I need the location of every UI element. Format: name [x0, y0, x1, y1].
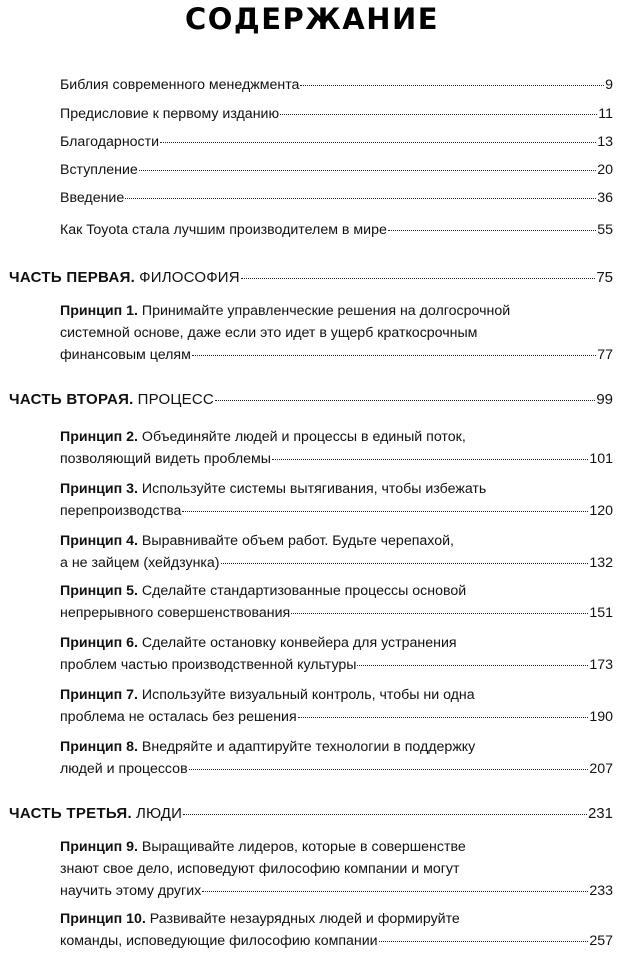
principle-text-line: а не зайцем (хейдзунка) — [60, 555, 220, 571]
toc-principle-entry[interactable] — [60, 530, 613, 574]
toc-entry-page: 233 — [589, 883, 613, 899]
principle-text-line: перепроизводства — [60, 503, 182, 519]
principle-text-line: финансовым целям — [60, 347, 191, 363]
dot-leader — [291, 613, 588, 614]
toc-entry[interactable] — [60, 161, 613, 180]
toc-entry-title: Вступление — [60, 162, 138, 178]
toc-principle-entry[interactable] — [60, 580, 613, 624]
principle-text-line: системной основе, даже если это идет в ущерб краткосрочным — [60, 325, 478, 341]
toc-entry-title: Библия современного менеджмента — [60, 77, 300, 93]
principle-label: Принцип 3. — [60, 481, 138, 497]
dot-leader — [139, 170, 596, 171]
toc-entry[interactable] — [60, 221, 613, 240]
dot-leader — [388, 230, 596, 231]
toc-entry-title: Введение — [60, 190, 125, 206]
principle-text-line: Внедряйте и адаптируйте технологии в поддержку — [141, 739, 476, 755]
dot-leader — [160, 142, 596, 143]
principle-text-line: людей и процессов — [60, 761, 188, 777]
principle-label: Принцип 5. — [60, 583, 138, 599]
dot-leader — [272, 459, 588, 460]
toc-entry-page: 99 — [596, 391, 613, 408]
dot-leader — [125, 198, 596, 199]
toc-entry-page: 257 — [589, 933, 613, 949]
principle-label: Принцип 8. — [60, 739, 138, 755]
toc-principle-entry[interactable] — [60, 300, 613, 366]
dot-leader — [241, 278, 595, 279]
toc-entry-page: 36 — [597, 190, 613, 206]
principle-label: Принцип 4. — [60, 533, 138, 549]
toc-entry-page: 101 — [589, 451, 613, 467]
toc-part-heading[interactable] — [9, 390, 613, 409]
toc-entry-page: 151 — [589, 605, 613, 621]
principle-text-line: Развивайте незаурядных людей и формируйте — [149, 911, 460, 927]
principle-text-line: команды, исповедующие философию компании — [60, 933, 378, 949]
principle-text-line: Используйте визуальный контроль, чтобы ни одна — [141, 687, 475, 703]
principle-text-line: проблема не осталась без решения — [60, 709, 297, 725]
toc-entry-page: 20 — [597, 162, 613, 178]
part-label: ЧАСТЬ ВТОРАЯ. — [9, 391, 134, 408]
toc-principle-entry[interactable] — [60, 478, 613, 522]
toc-entry[interactable] — [60, 189, 613, 208]
principle-text-line: Принимайте управленческие решения на долгосрочной — [141, 303, 511, 319]
toc-entry-page: 55 — [597, 222, 613, 238]
toc-principle-entry[interactable] — [60, 736, 613, 780]
toc-entry-title: Благодарности — [60, 134, 160, 150]
part-label: ЧАСТЬ ТРЕТЬЯ. — [9, 805, 132, 822]
toc-entry-page: 75 — [596, 269, 613, 286]
principle-label: Принцип 2. — [60, 429, 138, 445]
toc-principle-entry[interactable] — [60, 632, 613, 676]
toc-entry-page: 190 — [589, 709, 613, 725]
dot-leader — [379, 941, 589, 942]
principle-text-line: Выравнивайте объем работ. Будьте черепахой, — [141, 533, 454, 549]
part-title: ПРОЦЕСС — [137, 391, 214, 408]
toc-entry-page: 11 — [598, 106, 613, 122]
part-title: ФИЛОСОФИЯ — [139, 269, 240, 286]
toc-entry-page: 231 — [587, 805, 613, 822]
toc-entry[interactable] — [60, 76, 613, 95]
part-title: ЛЮДИ — [135, 805, 183, 822]
principle-text-line: Сделайте стандартизованные процессы основой — [141, 583, 467, 599]
dot-leader — [189, 769, 589, 770]
principle-text-line: позволяющий видеть проблемы — [60, 451, 272, 467]
principle-text-line: Сделайте остановку конвейера для устранения — [141, 635, 457, 651]
dot-leader — [183, 814, 587, 815]
principle-text-line: проблем частью производственной культуры — [60, 657, 357, 673]
toc-entry-page: 132 — [589, 555, 613, 571]
toc-entry[interactable] — [60, 133, 613, 152]
principle-label: Принцип 6. — [60, 635, 138, 651]
dot-leader — [280, 114, 597, 115]
principle-label: Принцип 1. — [60, 303, 138, 319]
principle-text-line: научить этому других — [60, 883, 202, 899]
toc-entry-page: 173 — [589, 657, 613, 673]
toc-principle-entry[interactable] — [60, 836, 613, 902]
dot-leader — [221, 563, 589, 564]
toc-principle-entry[interactable] — [60, 908, 613, 952]
principle-label: Принцип 9. — [60, 839, 138, 855]
principle-label: Принцип 10. — [60, 911, 146, 927]
dot-leader — [182, 511, 588, 512]
principle-text-line: Объединяйте людей и процессы в единый поток, — [141, 429, 466, 445]
principle-label: Принцип 7. — [60, 687, 138, 703]
toc-part-heading[interactable] — [9, 268, 613, 287]
toc-part-heading[interactable] — [9, 804, 613, 823]
page-title: СОДЕРЖАНИЕ — [184, 2, 440, 36]
dot-leader — [192, 355, 596, 356]
principle-text-line: Выращивайте лидеров, которые в совершенстве — [141, 839, 466, 855]
toc-entry-page: 207 — [589, 761, 613, 777]
toc-entry-page: 77 — [597, 347, 613, 363]
toc-entry-title: Предисловие к первому изданию — [60, 106, 280, 122]
principle-text-line: непрерывного совершенствования — [60, 605, 291, 621]
dot-leader — [202, 891, 588, 892]
dot-leader — [215, 400, 595, 401]
toc-principle-entry[interactable] — [60, 684, 613, 728]
principle-text-line: Используйте системы вытягивания, чтобы избежать — [141, 481, 487, 497]
dot-leader — [298, 717, 589, 718]
dot-leader — [300, 85, 604, 86]
toc-entry-page: 120 — [589, 503, 613, 519]
toc-principle-entry[interactable] — [60, 426, 613, 470]
toc-entry-title: Как Toyota стала лучшим производителем в мире — [60, 222, 387, 238]
toc-entry[interactable] — [60, 105, 613, 124]
dot-leader — [357, 665, 588, 666]
part-label: ЧАСТЬ ПЕРВАЯ. — [9, 269, 136, 286]
toc-entry-page: 9 — [605, 77, 613, 93]
principle-text-line: знают свое дело, исповедуют философию компании и могут — [60, 861, 460, 877]
toc-entry-page: 13 — [597, 134, 613, 150]
